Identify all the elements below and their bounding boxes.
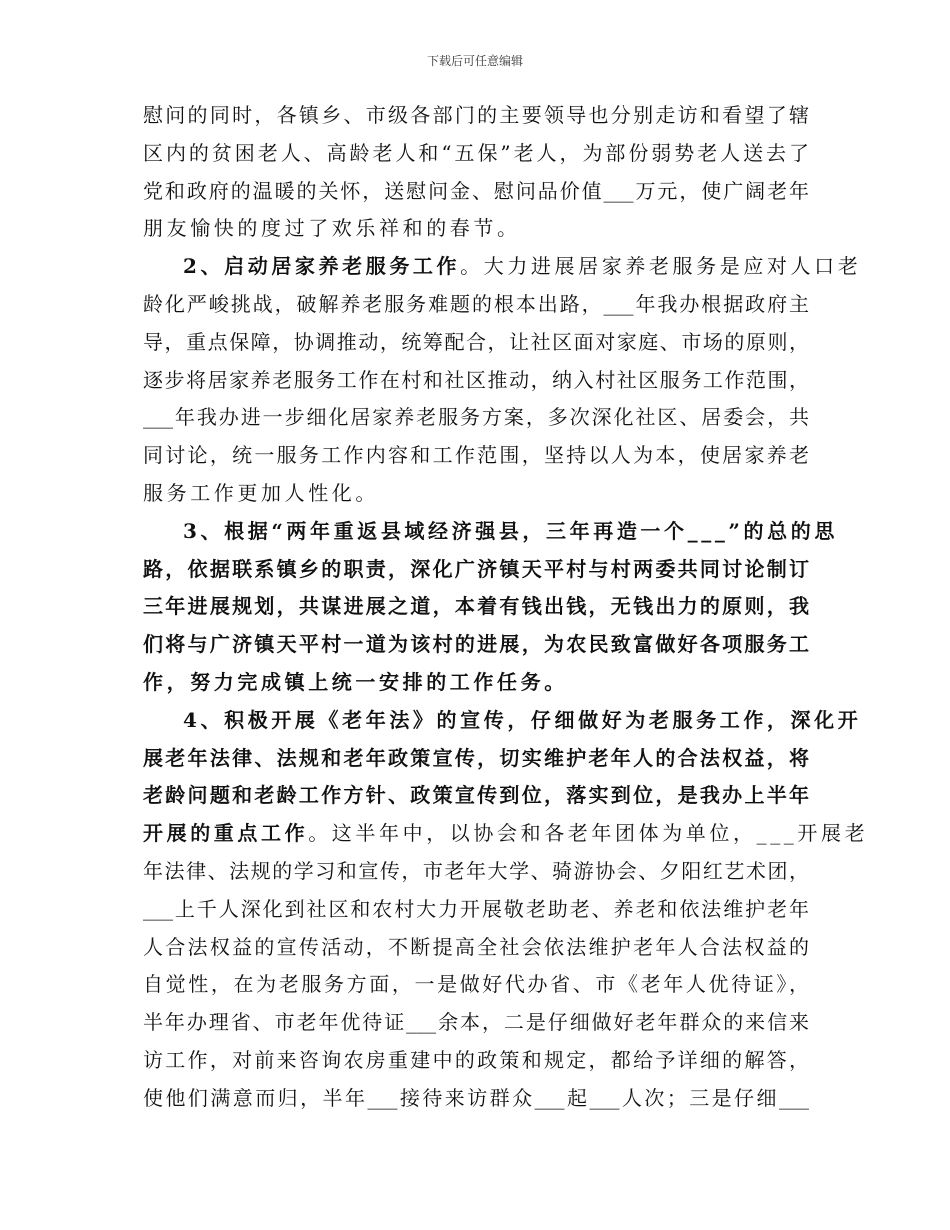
- text-line: ___年我办进一步细化居家养老服务方案，多次深化社区、居委会，共: [143, 405, 809, 430]
- text-line: 导，重点保障，协调推动，统筹配合，让社区面对家庭、市场的原则，: [143, 329, 809, 354]
- text-line: 使他们满意而归，半年___接待来访群众___起___人次；三是仔细___: [143, 1085, 809, 1110]
- text-line: [143, 815, 869, 853]
- bold-span: 开展的重点工作: [143, 821, 309, 846]
- text-line: 路，依据联系镇乡的职责，深化广济镇天平村与村两委共同讨论制订: [143, 556, 809, 581]
- text-line: 3、根据“两年重返县域经济强县，三年再造一个___”的总的思: [183, 518, 838, 543]
- text-line: 访工作，对前来咨询农房重建中的政策和规定，都给予详细的解答，: [143, 1047, 809, 1072]
- text-line: 人合法权益的宣传活动，不断提高全社会依法维护老年人合法权益的: [143, 934, 809, 959]
- text-line: 自觉性，在为老服务方面，一是做好代办省、市《老年人优待证》，: [143, 972, 809, 997]
- text-line: 服务工作更加人性化。: [143, 480, 379, 505]
- document-body: [143, 97, 869, 1118]
- text-span: 。大力进展居家养老服务是应对人口老: [460, 254, 862, 279]
- text-line: 党和政府的温暖的关怀，送慰问金、慰问品价值___万元，使广阔老年: [143, 178, 809, 203]
- text-line: 朋友愉快的度过了欢乐祥和的春节。: [143, 216, 521, 241]
- text-line: 区内的贫困老人、高龄老人和“五保”老人，为部份弱势老人送去了: [143, 140, 809, 165]
- text-line: 年法律、法规的学习和宣传，市老年大学、骑游协会、夕阳红艺术团，: [143, 858, 809, 883]
- text-line: 老龄问题和老龄工作方针、政策宣传到位，落实到位，是我办上半年: [143, 783, 809, 808]
- text-line: 慰问的同时，各镇乡、市级各部门的主要领导也分别走访和看望了辖: [143, 103, 809, 127]
- page-header: 下载后可任意编辑: [426, 54, 523, 68]
- text-line: 展老年法律、法规和老年政策宣传，切实维护老年人的合法权益，将: [143, 745, 809, 770]
- text-line: ___上千人深化到社区和农村大力开展敬老助老、养老和依法维护老年: [143, 896, 809, 921]
- text-line: 龄化严峻挑战，破解养老服务难题的根本出路，___年我办根据政府主: [143, 291, 809, 316]
- text-line: 同讨论，统一服务工作内容和工作范围，坚持以人为本，使居家养老: [143, 443, 809, 468]
- text-line: 三年进展规划，共谋进展之道，本着有钱出钱，无钱出力的原则，我: [143, 594, 809, 619]
- text-span: 。这半年中，以协会和各老年团体为单位，___开展老: [308, 821, 869, 846]
- section-heading: 2、启动居家养老服务工作: [183, 254, 461, 279]
- text-line: 半年办理省、市老年优待证___余本，二是仔细做好老年群众的来信来: [143, 1010, 809, 1035]
- text-line: 逐步将居家养老服务工作在村和社区推动，纳入村社区服务工作范围，: [143, 367, 809, 392]
- text-line: [143, 248, 862, 286]
- text-line: 们将与广济镇天平村一道为该村的进展，为农民致富做好各项服务工: [143, 632, 809, 657]
- text-line: 4、积极开展《老年法》的宣传，仔细做好为老服务工作，深化开: [183, 707, 862, 732]
- text-line: 作，努力完成镇上统一安排的工作任务。: [143, 669, 568, 694]
